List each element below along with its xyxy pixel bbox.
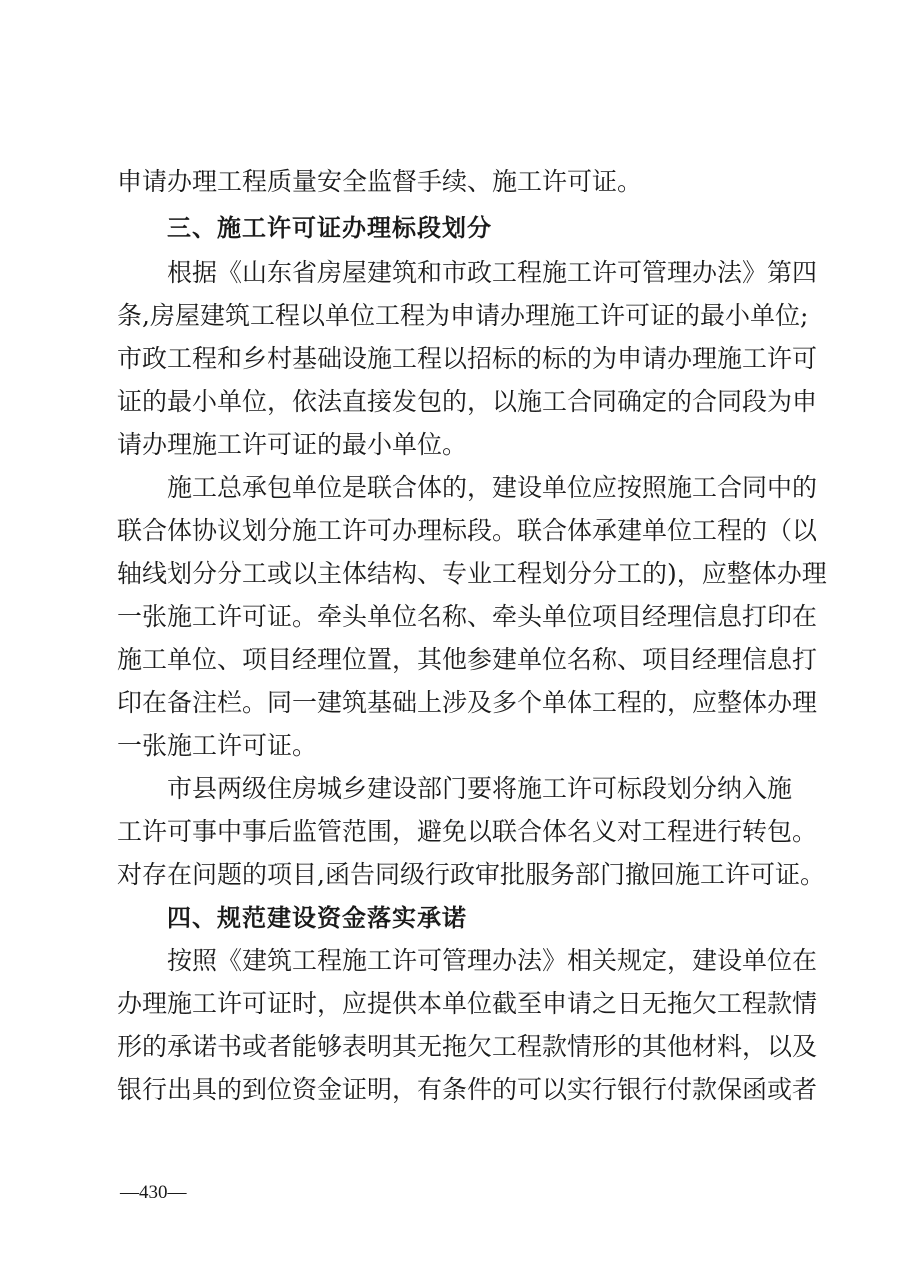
body-line-16: 工许可事中事后监管范围，避免以联合体名义对工程进行转包。 — [117, 817, 818, 846]
body-line-19: 按照《建筑工程施工许可管理办法》相关规定，建设单位在 — [167, 946, 818, 975]
body-line-1: 申请办理工程质量安全监督手续、施工许可证。 — [117, 167, 643, 196]
body-line-8: 施工总承包单位是联合体的，建设单位应按照施工合同中的 — [167, 473, 818, 502]
body-line-20: 办理施工许可证时，应提供本单位截至申请之日无拖欠工程款情 — [117, 989, 818, 1018]
body-line-22: 银行出具的到位资金证明，有条件的可以实行银行付款保函或者 — [117, 1075, 818, 1104]
body-line-13: 印在备注栏。同一建筑基础上涉及多个单体工程的，应整体办理 — [117, 688, 818, 717]
body-line-3: 根据《山东省房屋建筑和市政工程施工许可管理办法》第四 — [167, 258, 818, 287]
body-line-7: 请办理施工许可证的最小单位。 — [117, 430, 468, 459]
body-line-14: 一张施工许可证。 — [117, 731, 318, 760]
body-line-6: 证的最小单位，依法直接发包的，以施工合同确定的合同段为申 — [117, 387, 818, 416]
body-line-5: 市政工程和乡村基础设施工程以招标的标的为申请办理施工许可 — [117, 344, 818, 373]
body-line-10: 轴线划分分工或以主体结构、专业工程划分分工的)，应整体办理 — [117, 559, 827, 588]
page-number: —430— — [120, 1182, 187, 1203]
body-line-15: 市县两级住房城乡建设部门要将施工许可标段划分纳入施 — [167, 774, 793, 803]
section-heading-4: 四、规范建设资金落实承诺 — [167, 904, 467, 932]
body-line-4: 条,房屋建筑工程以单位工程为申请办理施工许可证的最小单位; — [117, 301, 809, 330]
body-line-12: 施工单位、项目经理位置，其他参建单位名称、项目经理信息打 — [117, 645, 818, 674]
section-heading-3: 三、施工许可证办理标段划分 — [167, 214, 492, 242]
body-line-21: 形的承诺书或者能够表明其无拖欠工程款情形的其他材料，以及 — [117, 1032, 818, 1061]
body-line-11: 一张施工许可证。牵头单位名称、牵头单位项目经理信息打印在 — [117, 602, 818, 631]
body-line-17: 对存在问题的项目,函告同级行政审批服务部门撤回施工许可证。 — [117, 860, 825, 889]
body-line-9: 联合体协议划分施工许可办理标段。联合体承建单位工程的（以 — [117, 516, 818, 545]
